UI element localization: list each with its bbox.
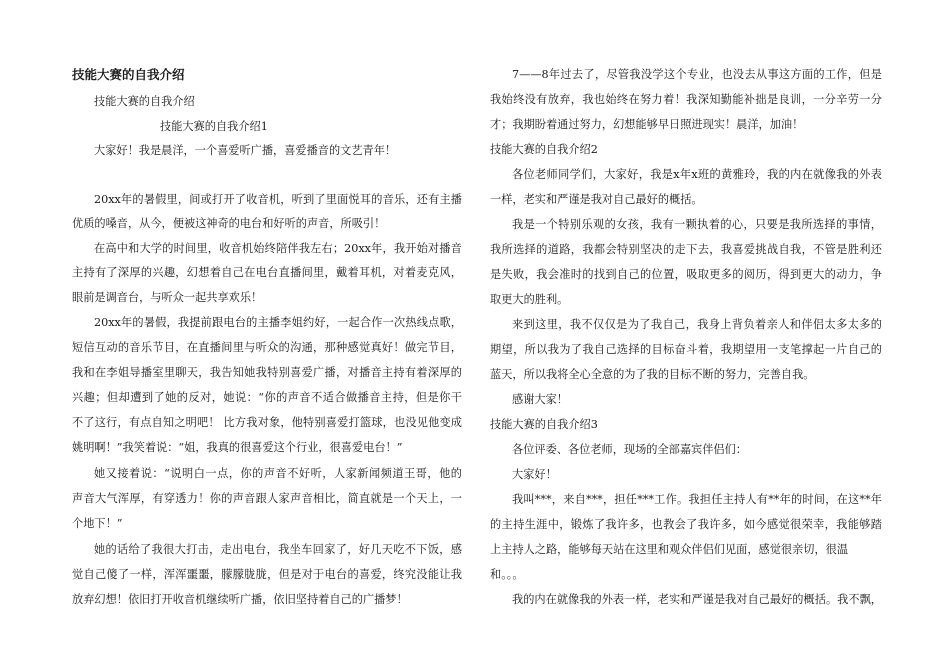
right-text-line: 感谢大家！ xyxy=(512,393,568,406)
right-text-line: 才；我期盼着通过努力，幻想能够早日照进现实！晨洋，加油！ xyxy=(490,118,804,131)
left-text-line: 姚明啊！”我笑着说：“姐，我真的很喜爱这个行业，很喜爱电台！” xyxy=(72,441,403,454)
right-text-line: 上主持人之路，能够每天站在这里和观众伴侣们见面，感觉很亲切，很温 xyxy=(490,543,849,556)
left-text-line: 优质的嗓音，从今，便被这神奇的电台和好听的声音，所吸引！ xyxy=(72,217,386,230)
right-text-line: 我是一个特别乐观的女孩，我有一颗执着的心，只要是我所选择的事情， xyxy=(512,218,882,231)
left-text-line: 声音大气浑厚，有穿透力！你的声音跟人家声音相比，简直就是一个天上，一 xyxy=(72,492,462,505)
left-text-line: 我和在李姐导播室里聊天，我告知她我特别喜爱广播，对播音主持有着深厚的 xyxy=(72,366,462,379)
right-text-line: 大家好！ xyxy=(512,468,557,481)
left-text-line: 她又接着说：“说明白一点，你的声音不好听，人家新闻频道王哥，他的 xyxy=(94,467,462,480)
right-text-line: 技能大赛的自我介绍3 xyxy=(490,418,598,431)
right-text-line: 的主持生涯中，锻炼了我许多，也教会了我许多，如今感觉很荣幸，我能够踏 xyxy=(490,518,882,531)
right-text-line: 7——8年过去了，尽管我没学这个专业，也没去从事这方面的工作，但是 xyxy=(512,68,882,81)
right-text-line: 一样，老实和严谨是我对自己最好的概括。 xyxy=(490,193,703,206)
left-text-line: 她的话给了我很大打击，走出电台，我坐车回家了，好几天吃不下饭，感 xyxy=(94,543,462,556)
right-text-line: 我叫***，来自***，担任***工作。我担任主持人有**年的时间，在这**年 xyxy=(512,493,882,506)
right-text-line: 各位评委、各位老师，现场的全部嘉宾伴侣们： xyxy=(512,443,747,456)
left-text-line: 20xx年的暑假，我提前跟电台的主播李姐约好，一起合作一次热线点歌， xyxy=(94,316,462,329)
left-text-line: 短信互动的音乐节目，在直播间里与听众的沟通，那种感觉真好！做完节目， xyxy=(72,341,462,354)
left-text-line: 主持有了深厚的兴趣，幻想着自己在电台直播间里，戴着耳机，对着麦克风， xyxy=(72,266,462,279)
right-text-line: 期望，所以我为了我自己选择的目标奋斗着，我期望用一支笔撑起一片自己的 xyxy=(490,343,882,356)
document-title: 技能大赛的自我介绍 xyxy=(72,67,185,82)
left-text-line: 眼前是调音台，与听众一起共享欢乐！ xyxy=(72,291,263,304)
left-text-line: 个地下！” xyxy=(72,517,123,530)
right-text-line: 各位老师同学们，大家好，我是x年x班的黄雅玲，我的内在就像我的外表 xyxy=(512,168,882,181)
right-text-line: 来到这里，我不仅仅是为了我自己，我身上背负着亲人和伴侣太多太多的 xyxy=(512,318,882,331)
right-text-line: 是失败，我会准时的找到自己的位置，吸取更多的阅历，得到更大的动力，争 xyxy=(490,268,882,281)
left-text-line: 觉自己傻了一样，浑浑噩噩，朦朦胧胧，但是对于电台的喜爱，终究没能让我 xyxy=(72,568,462,581)
left-text-line: 20xx年的暑假里，间或打开了收音机，听到了里面悦耳的音乐，还有主播 xyxy=(94,193,462,206)
left-text-line: 不了这行，有点自知之明吧！ 比方我对象，他特别喜爱打篮球，也没见他变成 xyxy=(72,416,462,429)
left-text-line: 在高中和大学的时间里，收音机始终陪伴我左右；20xx年，我开始对播音 xyxy=(94,242,462,255)
left-text-line: 放弃幻想！依旧打开收音机继续听广播，依旧坚持着自己的广播梦！ xyxy=(72,593,408,606)
right-text-line: 我的内在就像我的外表一样，老实和严谨是我对自己最好的概括。我不飘， xyxy=(512,593,882,606)
right-text-line: 技能大赛的自我介绍2 xyxy=(490,143,598,156)
right-text-line: 取更大的胜利。 xyxy=(490,293,569,306)
left-text-line: 技能大赛的自我介绍 xyxy=(94,95,195,108)
left-text-line: 大家好！我是晨洋，一个喜爱听广播，喜爱播音的文艺青年！ xyxy=(94,144,397,157)
right-text-line: 我始终没有放弃，我也始终在努力着！我深知勤能补拙是良训，一分辛劳一分 xyxy=(490,93,882,106)
left-text-line: 兴趣；但却遭到了她的反对，她说：“你的声音不适合做播音主持，但是你干 xyxy=(72,391,462,404)
right-text-line: 蓝天，所以我将全心全意的为了我的目标不断的努力，完善自我。 xyxy=(490,368,815,381)
left-text-line: 技能大赛的自我介绍1 xyxy=(160,120,268,133)
right-text-line: 我所选择的道路，我都会特别坚决的走下去，我喜爱挑战自我，不管是胜利还 xyxy=(490,243,882,256)
right-text-line: 和。。。 xyxy=(490,568,524,581)
